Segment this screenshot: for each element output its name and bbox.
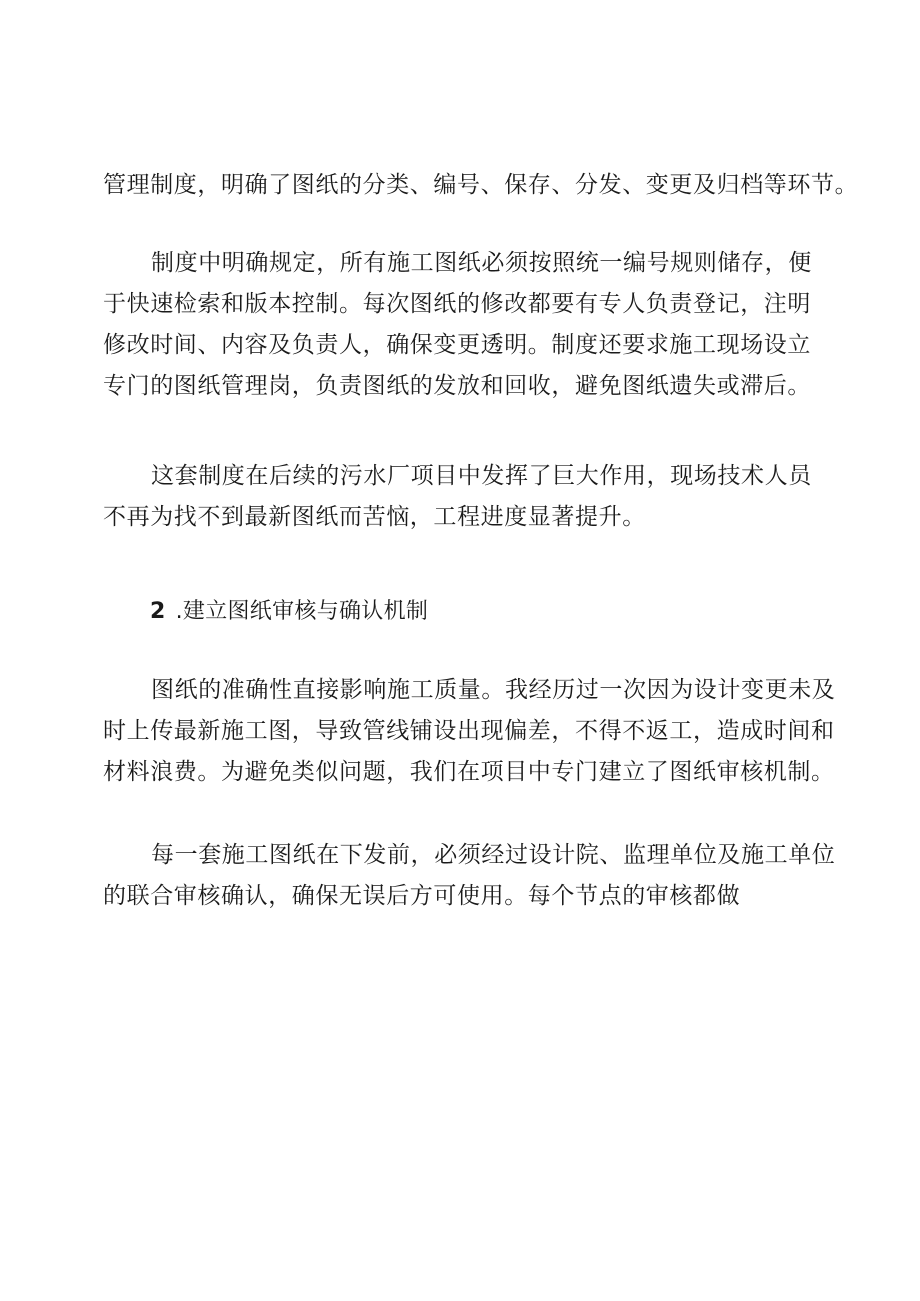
text-line: 时上传最新施工图，导致管线铺设出现偏差，不得不返工，造成时间和: [103, 718, 835, 744]
section-heading: [150, 592, 428, 632]
text-line: 管理制度，明确了图纸的分类、编号、保存、分发、变更及归档等环节。: [103, 172, 859, 198]
text-line: 制度中明确规定，所有施工图纸必须按照统一编号规则储存，便: [151, 250, 812, 276]
paragraph-continuation: [103, 165, 859, 206]
paragraph-accuracy: [103, 670, 836, 793]
text-line: 材料浪费。为避免类似问题，我们在项目中专门建立了图纸审核机制。: [103, 759, 835, 785]
text-line: 不再为找不到最新图纸而苦恼，工程进度显著提升。: [103, 504, 646, 530]
text-line: 修改时间、内容及负责人，确保变更透明。制度还要求施工现场设立: [103, 332, 811, 358]
section-number: 2: [150, 599, 166, 624]
text-line: 这套制度在后续的污水厂项目中发挥了巨大作用，现场技术人员: [151, 463, 812, 489]
text-line: 于快速检索和版本控制。每次图纸的修改都要有专人负责登记，注明: [103, 291, 811, 317]
text-line: 每一套施工图纸在下发前，必须经过设计院、监理单位及施工单位: [151, 842, 836, 868]
section-title: .建立图纸审核与确认机制: [175, 599, 429, 624]
paragraph-system-effect: [103, 456, 833, 538]
paragraph-review-process: [103, 835, 836, 917]
paragraph-drawing-rules: [103, 243, 833, 407]
text-line: 的联合审核确认，确保无误后方可使用。每个节点的审核都做: [103, 883, 741, 909]
text-line: 专门的图纸管理岗，负责图纸的发放和回收，避免图纸遗失或滞后。: [103, 373, 811, 399]
text-line: 图纸的准确性直接影响施工质量。我经历过一次因为设计变更未及: [151, 677, 836, 703]
